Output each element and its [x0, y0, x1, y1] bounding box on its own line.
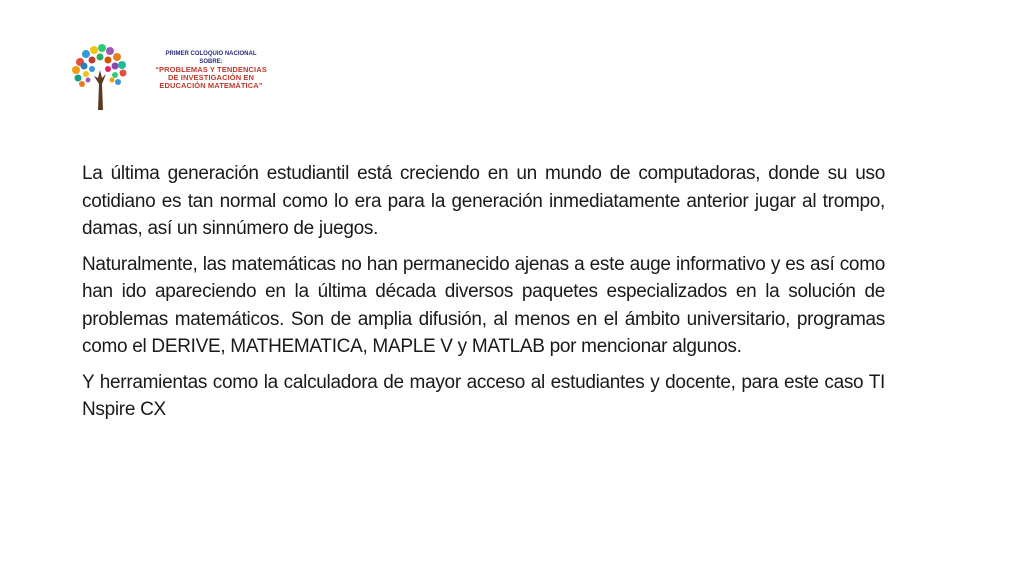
logo-text: [136, 50, 286, 90]
tree-logo-icon: [68, 40, 132, 112]
paragraph-2: Naturalmente, las matemáticas no han permanecido ajenas a este auge informativo y es así como han ido apareciendo en la última década diversos paquetes especializados en la solución de problemas matemáticos. Son de amplia difusión, al menos en el ámbito universitario, programas como el DERIVE, MATHEMATICA, MAPLE V y MATLAB por mencionar algunos.: [82, 253, 885, 357]
logo-line-4: DE INVESTIGACIÓN EN: [167, 73, 255, 82]
conference-logo: [68, 40, 288, 112]
paragraph-1: La última generación estudiantil está creciendo en un mundo de computadoras, donde su uso cotidiano es tan normal como lo era para la generación inmediatamente anterior jugar al trompo, damas, así un sinnúmero de juegos.: [82, 163, 885, 239]
logo-line-5: EDUCACIÓN MATEMÁTICA”: [159, 81, 263, 90]
logo-line-1: PRIMER COLOQUIO NACIONAL: [165, 51, 257, 57]
body-text: [82, 160, 885, 432]
paragraph-3: Y herramientas como la calculadora de mayor acceso al estudiantes y docente, para este caso TI Nspire CX: [82, 371, 885, 420]
logo-line-3: “PROBLEMAS Y TENDENCIAS: [155, 65, 267, 74]
logo-line-2: SOBRE:: [199, 59, 223, 65]
